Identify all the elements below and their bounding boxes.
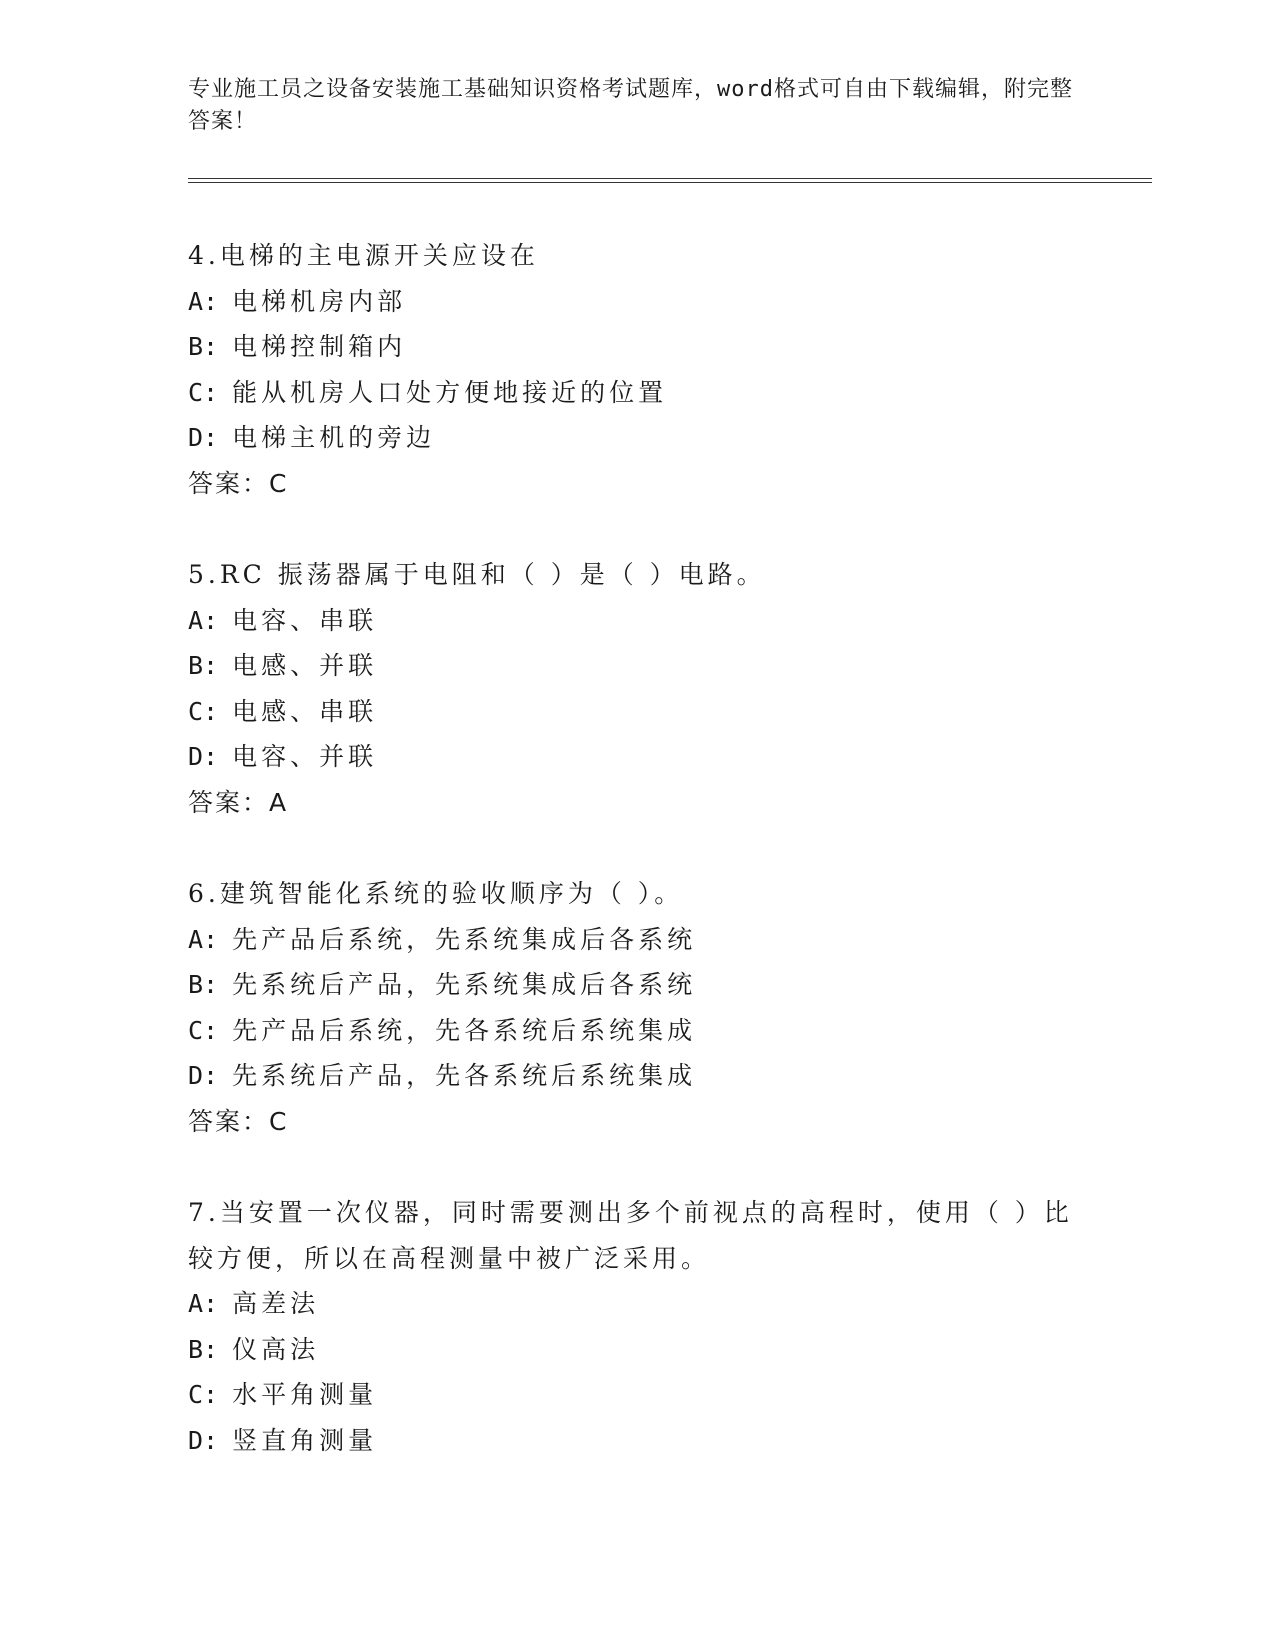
option-letter: C: — [188, 696, 219, 726]
question-stem: 4.电梯的主电源开关应设在 — [188, 241, 539, 270]
option-c — [188, 370, 1118, 416]
option-text: 电感、串联 — [232, 696, 378, 726]
option-b — [188, 324, 1118, 370]
answer-line: 答案：C — [188, 468, 289, 498]
option-c — [188, 689, 1118, 735]
option-c — [188, 1008, 1118, 1054]
question-4 — [188, 233, 1118, 506]
option-c — [188, 1372, 1118, 1418]
option-a — [188, 279, 1118, 325]
option-text: 电容、串联 — [232, 605, 378, 635]
option-letter: C: — [188, 1015, 219, 1045]
option-letter: D: — [188, 742, 219, 771]
option-letter: A: — [188, 1289, 219, 1318]
option-a — [188, 1281, 1118, 1327]
option-text: 先产品后系统，先各系统后系统集成 — [232, 1015, 697, 1045]
option-text: 先系统后产品，先系统集成后各系统 — [232, 970, 697, 999]
option-d — [188, 734, 1118, 780]
document-header — [188, 74, 1088, 138]
option-letter: B: — [188, 332, 219, 361]
question-5 — [188, 552, 1118, 825]
option-text: 能从机房人口处方便地接近的位置 — [232, 377, 668, 407]
option-text: 高差法 — [232, 1289, 320, 1318]
question-stem: 5.RC 振荡器属于电阻和（ ）是（ ）电路。 — [188, 560, 766, 589]
option-text: 先系统后产品，先各系统后系统集成 — [232, 1061, 697, 1090]
option-b — [188, 643, 1118, 689]
option-text: 电梯主机的旁边 — [232, 423, 436, 452]
option-letter: B: — [188, 1334, 219, 1364]
option-letter: C: — [188, 1380, 219, 1409]
option-text: 仪高法 — [232, 1334, 320, 1364]
option-d — [188, 415, 1118, 461]
question-stem: 6.建筑智能化系统的验收顺序为（ ）。 — [188, 879, 684, 908]
answer-line: 答案：A — [188, 787, 289, 817]
header-divider-top — [188, 178, 1152, 179]
option-a — [188, 917, 1118, 963]
option-d — [188, 1418, 1118, 1464]
question-stem: 7.当安置一次仪器，同时需要测出多个前视点的高程时，使用（ ）比较方便，所以在高程测量中被广泛采用。 — [188, 1198, 1073, 1273]
question-6 — [188, 871, 1118, 1144]
header-text: 专业施工员之设备安装施工基础知识资格考试题库，word格式可自由下载编辑，附完整答案！ — [188, 77, 1073, 134]
header-divider-bottom — [188, 182, 1152, 183]
option-text: 先产品后系统，先系统集成后各系统 — [232, 924, 697, 954]
option-d — [188, 1053, 1118, 1099]
option-text: 电感、并联 — [232, 651, 378, 680]
option-letter: C: — [188, 377, 219, 407]
question-7 — [188, 1190, 1118, 1463]
option-letter: B: — [188, 970, 219, 999]
option-letter: A: — [188, 286, 219, 316]
option-letter: D: — [188, 423, 219, 452]
option-letter: A: — [188, 605, 219, 635]
option-text: 竖直角测量 — [232, 1425, 378, 1455]
answer-line: 答案：C — [188, 1106, 289, 1136]
option-text: 电梯机房内部 — [232, 286, 407, 316]
option-text: 水平角测量 — [232, 1380, 378, 1409]
option-a — [188, 598, 1118, 644]
option-letter: B: — [188, 651, 219, 680]
option-letter: A: — [188, 924, 219, 954]
option-b — [188, 962, 1118, 1008]
option-text: 电梯控制箱内 — [232, 332, 407, 361]
option-b — [188, 1327, 1118, 1373]
option-letter: D: — [188, 1425, 219, 1455]
option-letter: D: — [188, 1061, 219, 1090]
option-text: 电容、并联 — [232, 742, 378, 771]
